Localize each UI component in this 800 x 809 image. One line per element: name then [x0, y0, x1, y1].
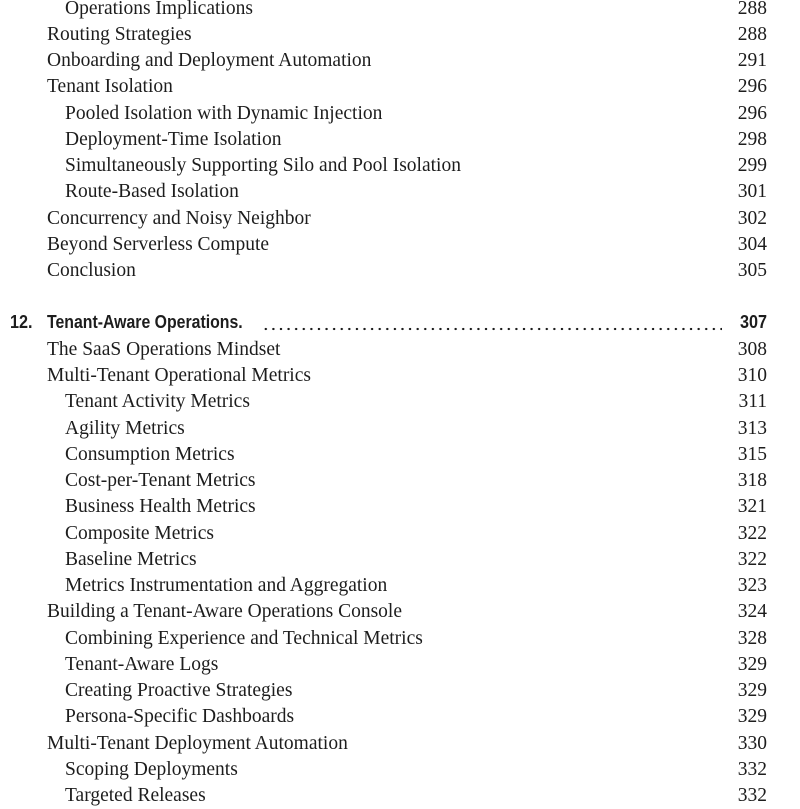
chapter-heading[interactable]	[0, 307, 800, 337]
toc-entry-page: 324	[737, 601, 767, 622]
toc-entry-page: 318	[737, 470, 767, 491]
toc-entry[interactable]	[0, 442, 800, 468]
toc-entry-title: Tenant Isolation	[47, 76, 173, 97]
toc-entry[interactable]	[0, 22, 800, 48]
toc-entry-page: 299	[737, 155, 767, 176]
toc-entry-page: 298	[737, 129, 767, 150]
toc-entry-title: Cost-per-Tenant Metrics	[65, 470, 256, 491]
toc-entry[interactable]	[0, 153, 800, 179]
toc-entry-page: 313	[737, 418, 767, 439]
toc-entry[interactable]	[0, 206, 800, 232]
toc-entry[interactable]	[0, 0, 800, 22]
toc-entry-page: 328	[737, 628, 767, 649]
toc-entry-title: Onboarding and Deployment Automation	[47, 50, 372, 71]
toc-entry-title: Conclusion	[47, 260, 136, 281]
toc-entry[interactable]	[0, 416, 800, 442]
toc-entry-page: 296	[737, 76, 767, 97]
toc-entry[interactable]	[0, 626, 800, 652]
toc-entry-title: Routing Strategies	[47, 24, 192, 45]
toc-entry-title: Concurrency and Noisy Neighbor	[47, 208, 311, 229]
toc-entry[interactable]	[0, 232, 800, 258]
toc-entry-page: 323	[737, 575, 767, 596]
toc-entry-page: 315	[737, 444, 767, 465]
toc-entry-page: 305	[737, 260, 767, 281]
toc-entry[interactable]	[0, 521, 800, 547]
toc-entry-page: 310	[737, 365, 767, 386]
toc-entry[interactable]	[0, 258, 800, 284]
toc-entry-title: Multi-Tenant Operational Metrics	[47, 365, 311, 386]
toc-entry-title: Baseline Metrics	[65, 549, 197, 570]
toc-entry-page: 330	[737, 733, 767, 754]
toc-entry[interactable]	[0, 494, 800, 520]
toc-entry-title: Combining Experience and Technical Metrics	[65, 628, 423, 649]
toc-entry[interactable]	[0, 468, 800, 494]
dot-leader	[262, 327, 722, 331]
chapter-title: Tenant-Aware Operations.	[47, 312, 243, 332]
toc-entry[interactable]	[0, 101, 800, 127]
toc-entry[interactable]	[0, 599, 800, 625]
toc-entry-title: Scoping Deployments	[65, 759, 238, 780]
toc-entry-title: Simultaneously Supporting Silo and Pool Isolation	[65, 155, 461, 176]
toc-entry[interactable]	[0, 652, 800, 678]
toc-entry[interactable]	[0, 678, 800, 704]
toc-entry-title: Creating Proactive Strategies	[65, 680, 293, 701]
toc-entry[interactable]	[0, 363, 800, 389]
toc-entry-page: 332	[737, 785, 767, 806]
toc-entry[interactable]	[0, 48, 800, 74]
toc-entry[interactable]	[0, 731, 800, 757]
toc-entry-title: Tenant-Aware Logs	[65, 654, 219, 675]
toc-entry-title: Persona-Specific Dashboards	[65, 706, 295, 727]
toc-entry-page: 322	[737, 549, 767, 570]
chapter-page: 307	[739, 312, 767, 332]
toc-entry-title: Multi-Tenant Deployment Automation	[47, 733, 348, 754]
toc-entry[interactable]	[0, 74, 800, 100]
toc-entry-title: Building a Tenant-Aware Operations Console	[47, 601, 402, 622]
toc-entry-title: Route-Based Isolation	[65, 181, 239, 202]
toc-entry-page: 288	[737, 0, 767, 19]
toc-entry[interactable]	[0, 783, 800, 809]
toc-entry-page: 302	[737, 208, 767, 229]
toc-entry[interactable]	[0, 337, 800, 363]
toc-entry-page: 329	[737, 706, 767, 727]
toc-entry-page: 301	[737, 181, 767, 202]
toc-entry-page: 288	[737, 24, 767, 45]
toc-entry-title: Consumption Metrics	[65, 444, 235, 465]
toc-entry[interactable]	[0, 704, 800, 730]
toc-entry[interactable]	[0, 547, 800, 573]
toc-entry-title: The SaaS Operations Mindset	[47, 339, 281, 360]
toc-entry-title: Composite Metrics	[65, 523, 214, 544]
toc-entry-title: Pooled Isolation with Dynamic Injection	[65, 103, 383, 124]
toc-entry-page: 332	[737, 759, 767, 780]
toc-entry[interactable]	[0, 573, 800, 599]
toc-entry-page: 322	[737, 523, 767, 544]
toc-entry-title: Agility Metrics	[65, 418, 185, 439]
toc-entry-title: Business Health Metrics	[65, 496, 256, 517]
chapter-number: 12.	[10, 312, 33, 332]
toc-entry[interactable]	[0, 389, 800, 415]
toc-entry[interactable]	[0, 757, 800, 783]
toc-entry-page: 304	[737, 234, 767, 255]
toc-entry-page: 308	[737, 339, 767, 360]
toc-entry[interactable]	[0, 179, 800, 205]
toc-entry-title: Beyond Serverless Compute	[47, 234, 270, 255]
toc-entry-title: Metrics Instrumentation and Aggregation	[65, 575, 388, 596]
toc-entry[interactable]	[0, 127, 800, 153]
toc-entry-title: Targeted Releases	[65, 785, 206, 806]
toc-entry-page: 329	[737, 680, 767, 701]
toc-entry-page: 291	[737, 50, 767, 71]
toc-entry-page: 311	[738, 391, 767, 412]
toc-entry-title: Deployment-Time Isolation	[65, 129, 282, 150]
toc-entry-page: 329	[737, 654, 767, 675]
toc-entry-page: 296	[737, 103, 767, 124]
toc-entry-page: 321	[737, 496, 767, 517]
toc-entry-title: Operations Implications	[65, 0, 253, 19]
toc-entry-title: Tenant Activity Metrics	[65, 391, 250, 412]
